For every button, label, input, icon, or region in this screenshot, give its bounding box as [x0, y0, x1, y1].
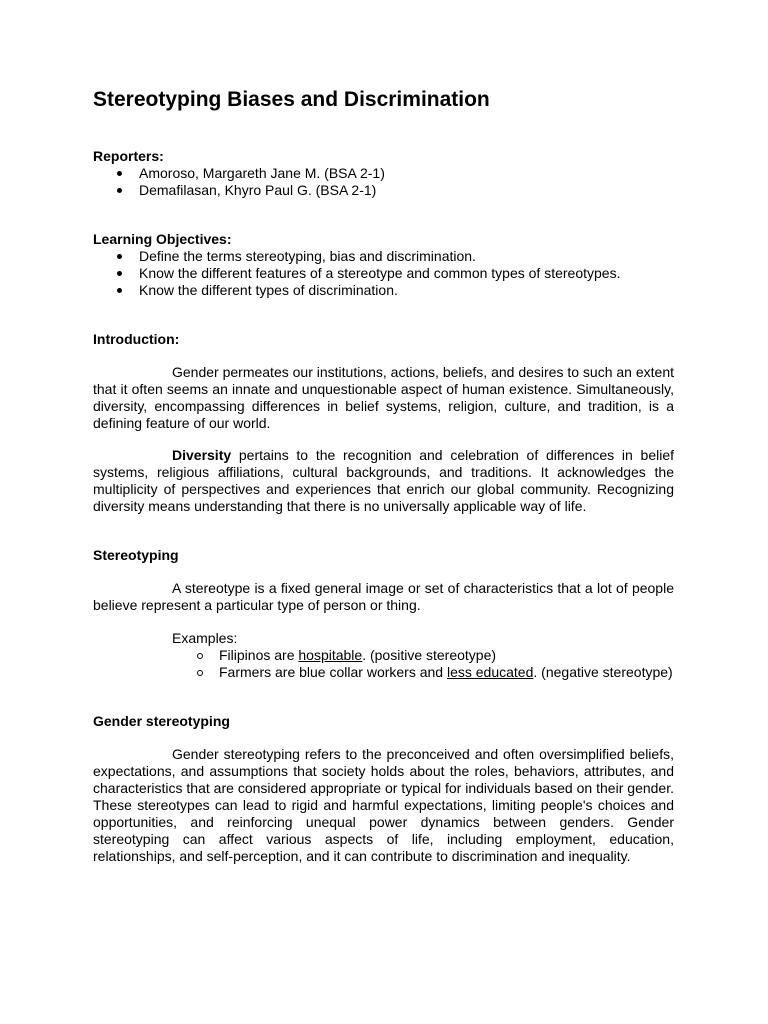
underlined-term: hospitable: [298, 647, 363, 663]
examples-label: Examples:: [172, 630, 238, 646]
document-title: Stereotyping Biases and Discrimination: [93, 88, 490, 111]
reporters-heading: Reporters:: [93, 148, 164, 164]
reporters-list: [93, 165, 674, 199]
stereotyping-paragraph: A stereotype is a fixed general image or set of characteristics that a lot of people believe represent a particular type of person or thing.: [93, 580, 674, 613]
list-item: Demafilasan, Khyro Paul G. (BSA 2-1): [93, 182, 674, 199]
example-text: Farmers are blue collar workers and: [219, 664, 447, 680]
list-item: Know the different features of a stereotype and common types of stereotypes.: [93, 265, 674, 282]
stereotyping-heading: Stereotyping: [93, 547, 179, 563]
list-item: [93, 647, 674, 664]
objectives-list: [93, 248, 674, 299]
list-item: Define the terms stereotyping, bias and discrimination.: [93, 248, 674, 265]
introduction-paragraph: Gender permeates our institutions, actions, beliefs, and desires to such an extent that it often seems an innate and unquestionable aspect of human existence. Simultaneously, diversity, encompassing differences in belief systems, religion, culture, and tradition, is a defining feature of our world.: [93, 364, 674, 431]
diversity-term: Diversity: [172, 447, 232, 463]
diversity-definition: pertains to the recognition and celebration of differences in belief systems, religious affiliations, cultural backgrounds, and traditions. It acknowledges the multiplicity of perspectives and experiences that enrich our global community. Recognizing diversity means understanding that there is no universally applicable way of life.: [93, 447, 674, 514]
objectives-heading: Learning Objectives:: [93, 231, 232, 247]
introduction-heading: Introduction:: [93, 331, 180, 347]
example-text: . (negative stereotype): [533, 664, 673, 680]
gender-stereotyping-paragraph: Gender stereotyping refers to the preconceived and often oversimplified beliefs, expectations, and assumptions that society holds about the roles, behaviors, attributes, and characteristics that are considered appropriate or typical for individuals based on their gender. These stereotypes can lead to rigid and harmful expectations, limiting people's choices and opportunities, and reinforcing unequal power dynamics between genders. Gender stereotyping can affect various aspects of life, including employment, education, relationships, and self-perception, and it can contribute to discrimination and inequality.: [93, 746, 674, 864]
document-body: [93, 86, 674, 865]
diversity-paragraph: [93, 447, 674, 515]
list-item: Know the different types of discrimination.: [93, 282, 674, 299]
examples-list: [93, 647, 674, 681]
list-item: [93, 664, 674, 681]
example-text: . (positive stereotype): [362, 647, 497, 663]
underlined-term: less educated: [446, 664, 534, 680]
gender-stereotyping-heading: Gender stereotyping: [93, 713, 230, 729]
example-text: Filipinos are: [219, 647, 299, 663]
list-item: Amoroso, Margareth Jane M. (BSA 2-1): [93, 165, 674, 182]
